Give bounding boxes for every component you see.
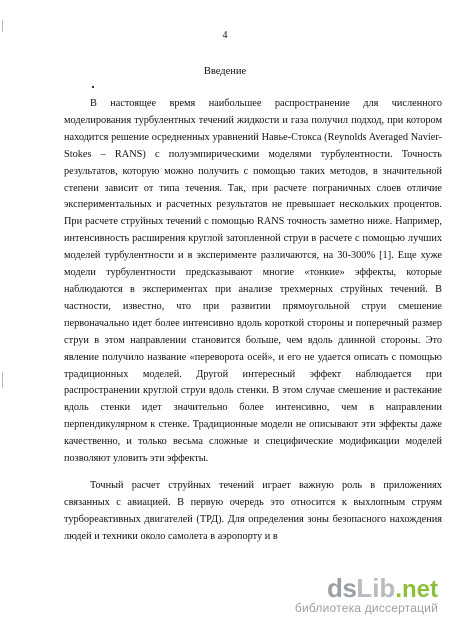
logo-ds: ds — [326, 573, 357, 603]
dslib-logo — [295, 573, 438, 604]
body-text — [64, 96, 442, 546]
paragraph-1: В настоящее время наибольшее распространение для численного моделирования турбулентных течений жидкости и газа получил подход, при котором находится решение осредненных уравнений Навье-Стокса (Reynolds Averaged Navier-Stokes – RANS) с полуэмпирическими моделями турбулентности. Точность результатов, которую можно получить с помощью таких методов, в значительной степени зависит от типа течения. Так, при расчете пограничных слоев отличие экспериментальных и расчетных результатов не превышает нескольких процентов. При расчете струйных течений с помощью RANS точность заметно ниже. Например, интенсивность расширения круглой затопленной струи в расчете с помощью лучших моделей турбулентности и в эксперименте различаются, на 30-300% [1]. Еще хуже модели турбулентности предсказывают многие «тонкие» эффекты, которые наблюдаются в экспериментах при анализе трехмерных струйных течений. В частности, известно, что при развитии прямоугольной струи смешение первоначально идет более интенсивно вдоль короткой стороны и поперечный размер струи в этом направлении становится больше, чем вдоль длинной стороны. Это явление получило название «переворота осей», и его не удается описать с помощью традиционных моделей. Другой интересный эффект наблюдается при распространении круглой струи вдоль стенки. В этом случае смешение и растекание вдоль стенки идет значительно более интенсивно, чем в направлении перпендикулярном к стенке. Традиционные модели не описывают эти эффекты даже качественно, и только весьма сложные и специфические модификации моделей позволяют уловить эти эффекты. — [64, 98, 442, 465]
logo-net: .net — [395, 576, 438, 603]
page-number: 4 — [222, 30, 228, 41]
scan-dot — [92, 86, 94, 88]
paragraph-2: Точный расчет струйных течений играет важную роль в приложениях связанных с авиацией. В первую очередь это относится к выхлопным струям турбореактивных двигателей (ТРД). Для определения зоны безопасного нахождения людей и техники около самолета в аэропорту и в — [64, 479, 442, 542]
page-title: Введение — [203, 66, 247, 77]
logo-lib: Lib — [356, 573, 396, 603]
scan-margin-mark — [2, 372, 3, 388]
logo-subtitle: библиотека диссертаций — [294, 601, 438, 615]
dslib-watermark — [295, 573, 438, 615]
